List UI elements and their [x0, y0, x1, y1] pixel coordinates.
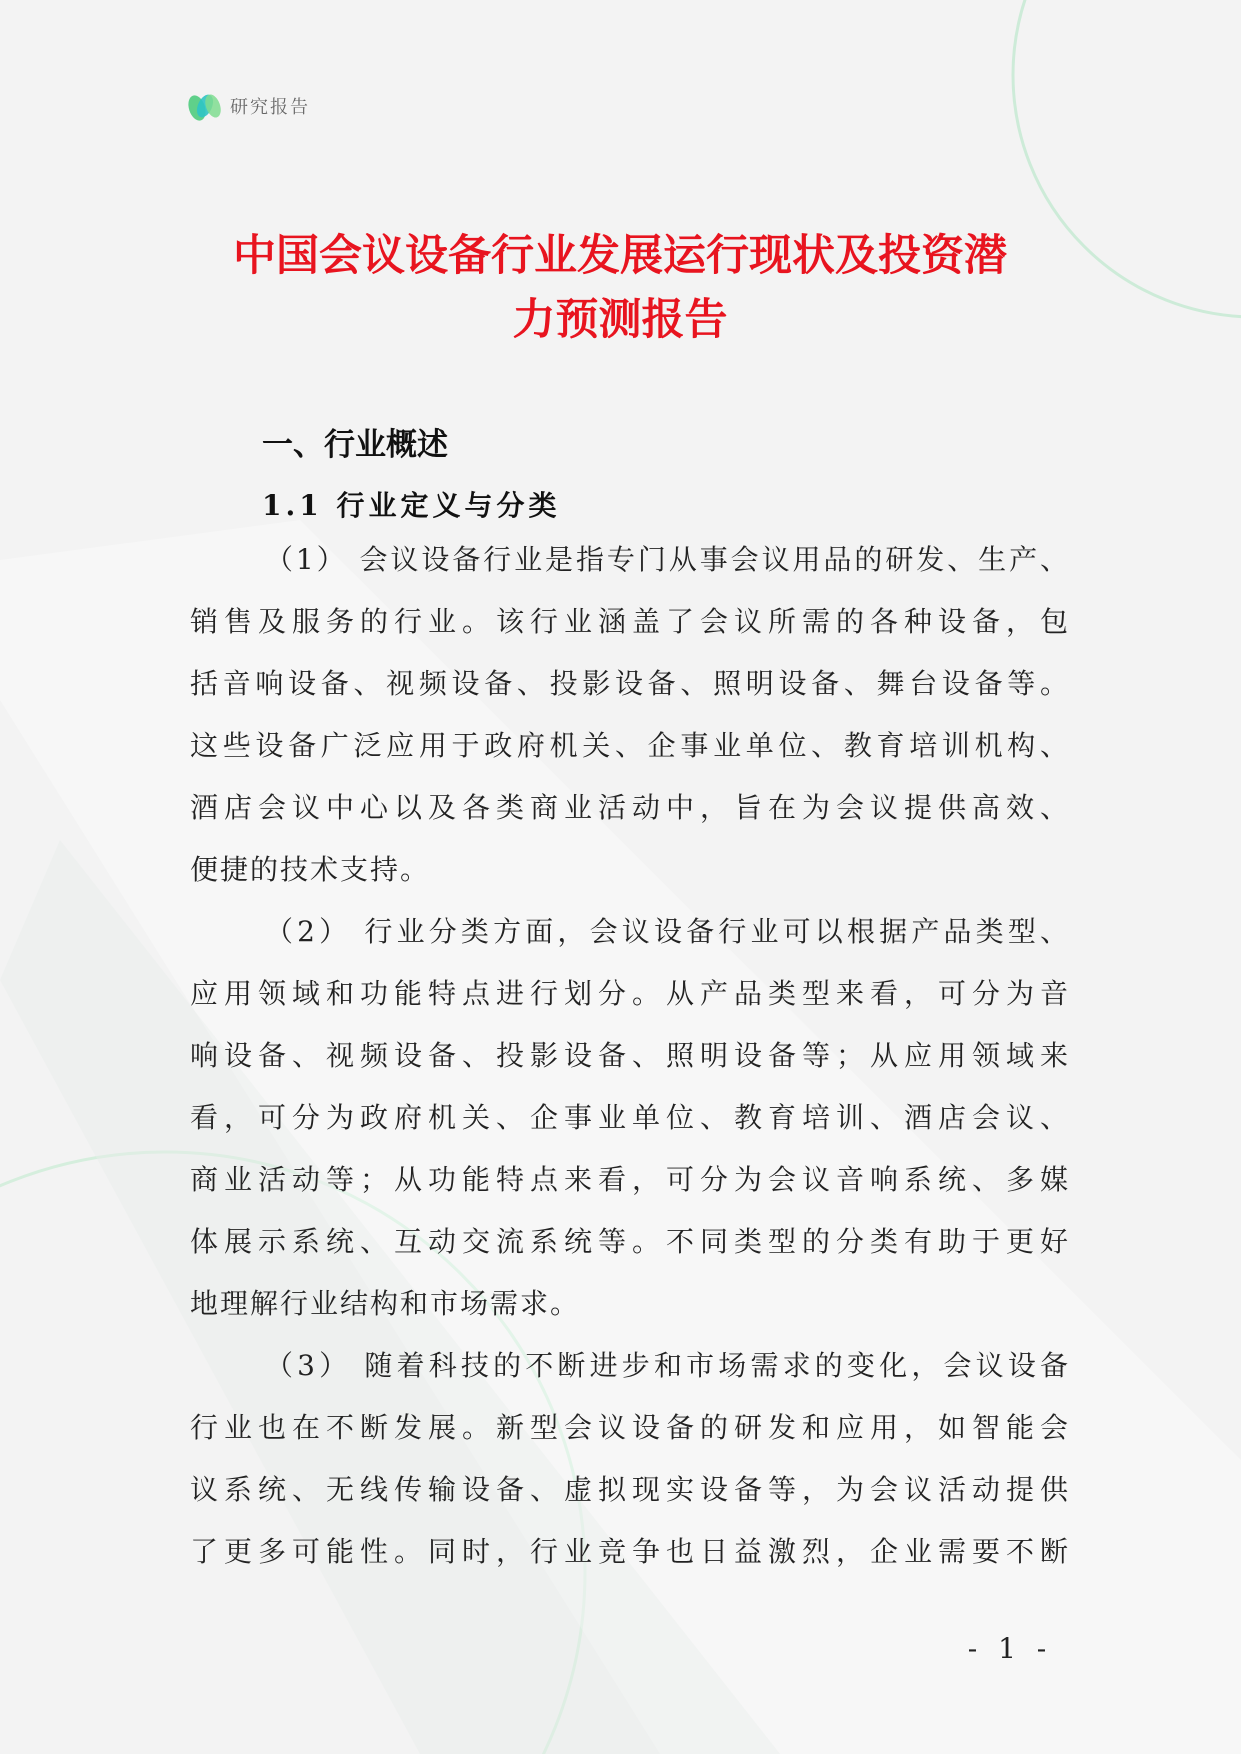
paragraph-line: 地理解行业结构和市场需求。 [190, 1287, 581, 1320]
paragraph-line: 这些设备广泛应用于政府机关、企事业单位、教育培训机构、 [190, 729, 1070, 762]
paragraph-line: 商业活动等；从功能特点来看，可分为会议音响系统、多媒 [190, 1163, 1070, 1196]
report-title-line-2: 力预测报告 [512, 295, 728, 345]
report-title-line-1: 中国会议设备行业发展运行现状及投资潜 [233, 231, 1007, 281]
paragraph-line: 酒店会议中心以及各类商业活动中，旨在为会议提供高效、 [190, 791, 1070, 824]
header-label: 研究报告 [230, 97, 310, 118]
paragraph-line: 便捷的技术支持。 [190, 853, 431, 886]
paragraph-line: 体展示系统、互动交流系统等。不同类型的分类有助于更好 [190, 1225, 1070, 1258]
paragraph-line: （3） 随着科技的不断进步和市场需求的变化，会议设备 [265, 1349, 1070, 1382]
page-number: - 1 - [967, 1632, 1053, 1665]
paragraph-line: 括音响设备、视频设备、投影设备、照明设备、舞台设备等。 [190, 667, 1070, 700]
paragraph-line: 看，可分为政府机关、企事业单位、教育培训、酒店会议、 [190, 1101, 1070, 1134]
paragraph-line: 响设备、视频设备、投影设备、照明设备等；从应用领域来 [190, 1039, 1070, 1072]
paragraph-line: 行业也在不断发展。新型会议设备的研发和应用，如智能会 [190, 1411, 1070, 1444]
paragraph-line: 应用领域和功能特点进行划分。从产品类型来看，可分为音 [190, 977, 1070, 1010]
paragraph-line: （1） 会议设备行业是指专门从事会议用品的研发、生产、 [265, 543, 1070, 576]
header [186, 88, 310, 124]
paragraph-line: 议系统、无线传输设备、虚拟现实设备等，为会议活动提供 [190, 1473, 1070, 1506]
paragraph-line: 销售及服务的行业。该行业涵盖了会议所需的各种设备，包 [190, 605, 1070, 638]
logo-icon [186, 88, 222, 124]
subsection-heading: 1.1 行业定义与分类 [262, 489, 561, 522]
paragraph-line: （2） 行业分类方面，会议设备行业可以根据产品类型、 [265, 915, 1070, 948]
section-heading: 一、行业概述 [262, 427, 448, 463]
paragraph-line: 了更多可能性。同时，行业竞争也日益激烈，企业需要不断 [190, 1535, 1070, 1568]
